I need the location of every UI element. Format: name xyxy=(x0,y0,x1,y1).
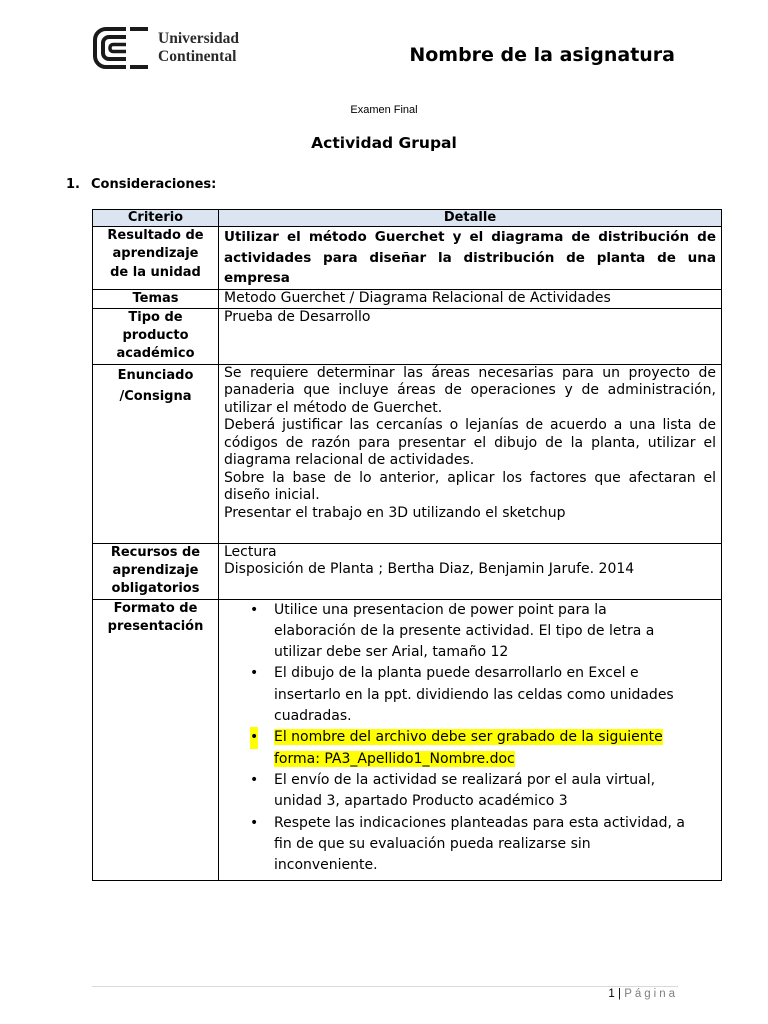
row-label-temas xyxy=(93,289,219,308)
resource-line: Disposición de Planta ; Bertha Diaz, Benjamin Jarufe. 2014 xyxy=(224,561,635,578)
university-emblem-icon xyxy=(92,26,150,70)
page-footer xyxy=(608,988,678,1000)
row-label-formato xyxy=(93,599,219,881)
table-row xyxy=(93,599,722,881)
subject-name: Nombre de la asignatura xyxy=(409,44,675,66)
row-text-temas: Metodo Guerchet / Diagrama Relacional de Actividades xyxy=(219,289,722,308)
table-row xyxy=(93,364,722,543)
label-line: Tipo de xyxy=(128,309,183,325)
label-line: de la unidad xyxy=(110,264,201,280)
bullet-icon: • xyxy=(250,601,259,618)
table-row xyxy=(93,227,722,290)
list-item xyxy=(250,600,716,664)
exam-title: Examen Final xyxy=(350,104,418,116)
table-row xyxy=(93,543,722,599)
label-line: obligatorios xyxy=(111,581,200,597)
university-name xyxy=(158,30,239,66)
footer-divider xyxy=(92,986,678,987)
label-line: Formato de xyxy=(113,600,198,616)
label-line: Recursos de xyxy=(110,544,201,560)
row-text-tipo: Prueba de Desarrollo xyxy=(219,308,722,364)
label-line: aprendizaje xyxy=(112,246,199,262)
bullet-text: El envío de la actividad se realizará por el aula virtual, unidad 3, apartado Producto académico 3 xyxy=(274,771,656,810)
label-line: aprendizaje xyxy=(112,562,199,578)
list-item xyxy=(250,770,716,813)
row-text-recursos xyxy=(219,543,722,599)
row-label-recursos xyxy=(93,543,219,599)
logo-line-2: Continental xyxy=(158,48,237,65)
section-number: 1. xyxy=(66,177,80,192)
list-item xyxy=(250,813,716,877)
row-text-formato xyxy=(219,599,722,881)
paragraph: Presentar el trabajo en 3D utilizando el sketchup xyxy=(224,504,566,521)
label-line: /Consigna xyxy=(119,388,192,404)
label-line: Resultado de xyxy=(107,228,204,243)
table-row xyxy=(93,308,722,364)
activity-title: Actividad Grupal xyxy=(311,134,457,152)
bullet-text: Utilice una presentacion de power point para la elaboración de la presente actividad. El tipo de letra a utilizar debe ser Arial, tamaño 12 xyxy=(274,601,655,661)
logo-line-1: Universidad xyxy=(158,30,239,47)
paragraph: Deberá justificar las cercanías o lejanías de acuerdo a una lista de códigos de razón para presentar el dibujo de la planta, utilizar el diagrama relacional de actividades. xyxy=(224,417,716,469)
format-bullet-list xyxy=(224,600,716,877)
paragraph: Sobre la base de lo anterior, aplicar los factores que afectaran el diseño inicial. xyxy=(224,469,716,504)
label-line: académico xyxy=(116,346,195,362)
header-criterio: Criterio xyxy=(93,210,219,227)
section-title: Consideraciones: xyxy=(91,177,217,192)
label-line: producto xyxy=(122,328,189,344)
header-detalle: Detalle xyxy=(219,210,722,227)
resource-line: Lectura xyxy=(224,543,277,560)
table-row xyxy=(93,289,722,308)
university-logo xyxy=(92,26,239,70)
row-text-enunciado xyxy=(219,364,722,543)
bullet-text: Respete las indicaciones planteadas para esta actividad, a fin de que su evaluación pueda realizarse sin inconveniente. xyxy=(274,814,685,874)
page-number: 1 xyxy=(608,988,615,1000)
row-text-resultado: Utilizar el método Guerchet y el diagrama de distribución de actividades para diseñar la distribución de planta de una empresa xyxy=(219,227,722,290)
list-item xyxy=(250,663,716,727)
table-header-row xyxy=(93,210,722,227)
row-label-resultado xyxy=(93,227,219,290)
bullet-icon: • xyxy=(250,665,259,682)
label-line: Temas xyxy=(132,290,179,306)
bullet-icon: • xyxy=(250,771,259,788)
bullet-icon: • xyxy=(250,814,259,831)
page-label: Página xyxy=(624,988,678,1000)
bullet-text: El dibujo de la planta puede desarrollarlo en Excel e insertarlo en la ppt. dividiendo las celdas como unidades cuadradas. xyxy=(274,665,674,725)
row-label-tipo xyxy=(93,308,219,364)
section-heading xyxy=(66,177,216,192)
criteria-table xyxy=(92,209,722,881)
row-label-enunciado xyxy=(93,364,219,543)
bullet-icon: • xyxy=(250,727,258,748)
paragraph: Se requiere determinar las áreas necesarias para un proyecto de panaderia que incluye áreas de operaciones y de administración, utilizar el método de Guerchet. xyxy=(224,364,716,416)
list-item xyxy=(250,727,716,770)
highlighted-bullet-text: El nombre del archivo debe ser grabado de la siguiente forma: PA3_Apellido1_Nombre.doc xyxy=(274,729,663,767)
footer-separator: | xyxy=(617,988,621,1000)
label-line: Enunciado xyxy=(117,367,194,383)
label-line: presentación xyxy=(107,618,204,634)
